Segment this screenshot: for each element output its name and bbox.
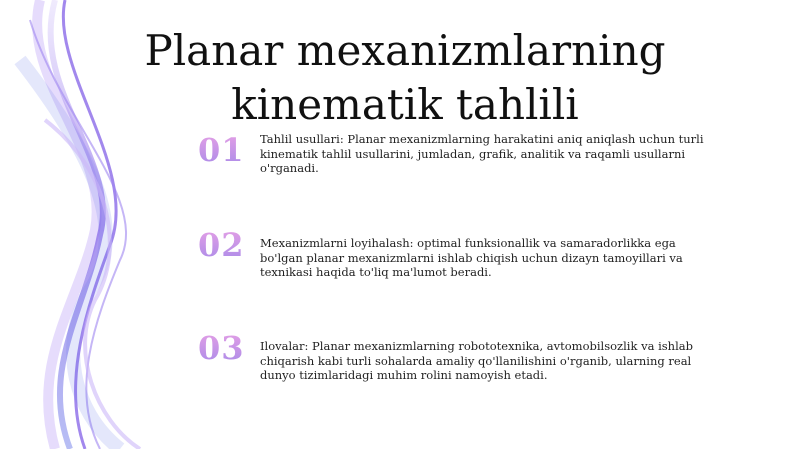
item-text: Tahlil usullari: Planar mexanizmlarning harakatini aniq aniqlash uchun turli kinematik tahlil usullarini, jumladan, grafik, analitik va raqamli usullarni o'rganadi. — [260, 132, 704, 175]
item-number: 03 — [198, 330, 256, 366]
slide-title-line1: Planar mexanizmlarning — [144, 26, 666, 75]
list-item-02 — [198, 227, 718, 297]
item-number: 02 — [198, 227, 256, 263]
item-number: 01 — [198, 132, 256, 168]
item-text: Mexanizmlarni loyihalash: optimal funksionallik va samaradorlikka ega bo'lgan planar mexanizmlarni ishlab chiqish uchun dizayn tamoyillari va texnikasi haqida to'liq ma'lumot beradi. — [260, 236, 683, 279]
list-item-03 — [198, 330, 718, 400]
slide-title — [95, 24, 715, 132]
list-item-01 — [198, 132, 718, 202]
slide-title-line2: kinematik tahlili — [231, 80, 579, 129]
item-text: Ilovalar: Planar mexanizmlarning robototexnika, avtomobilsozlik va ishlab chiqarish kabi turli sohalarda amaliy qo'llanilishini o'rganib, ularning real dunyo tizimlaridagi muhim rolini namoyish etadi. — [260, 339, 693, 382]
